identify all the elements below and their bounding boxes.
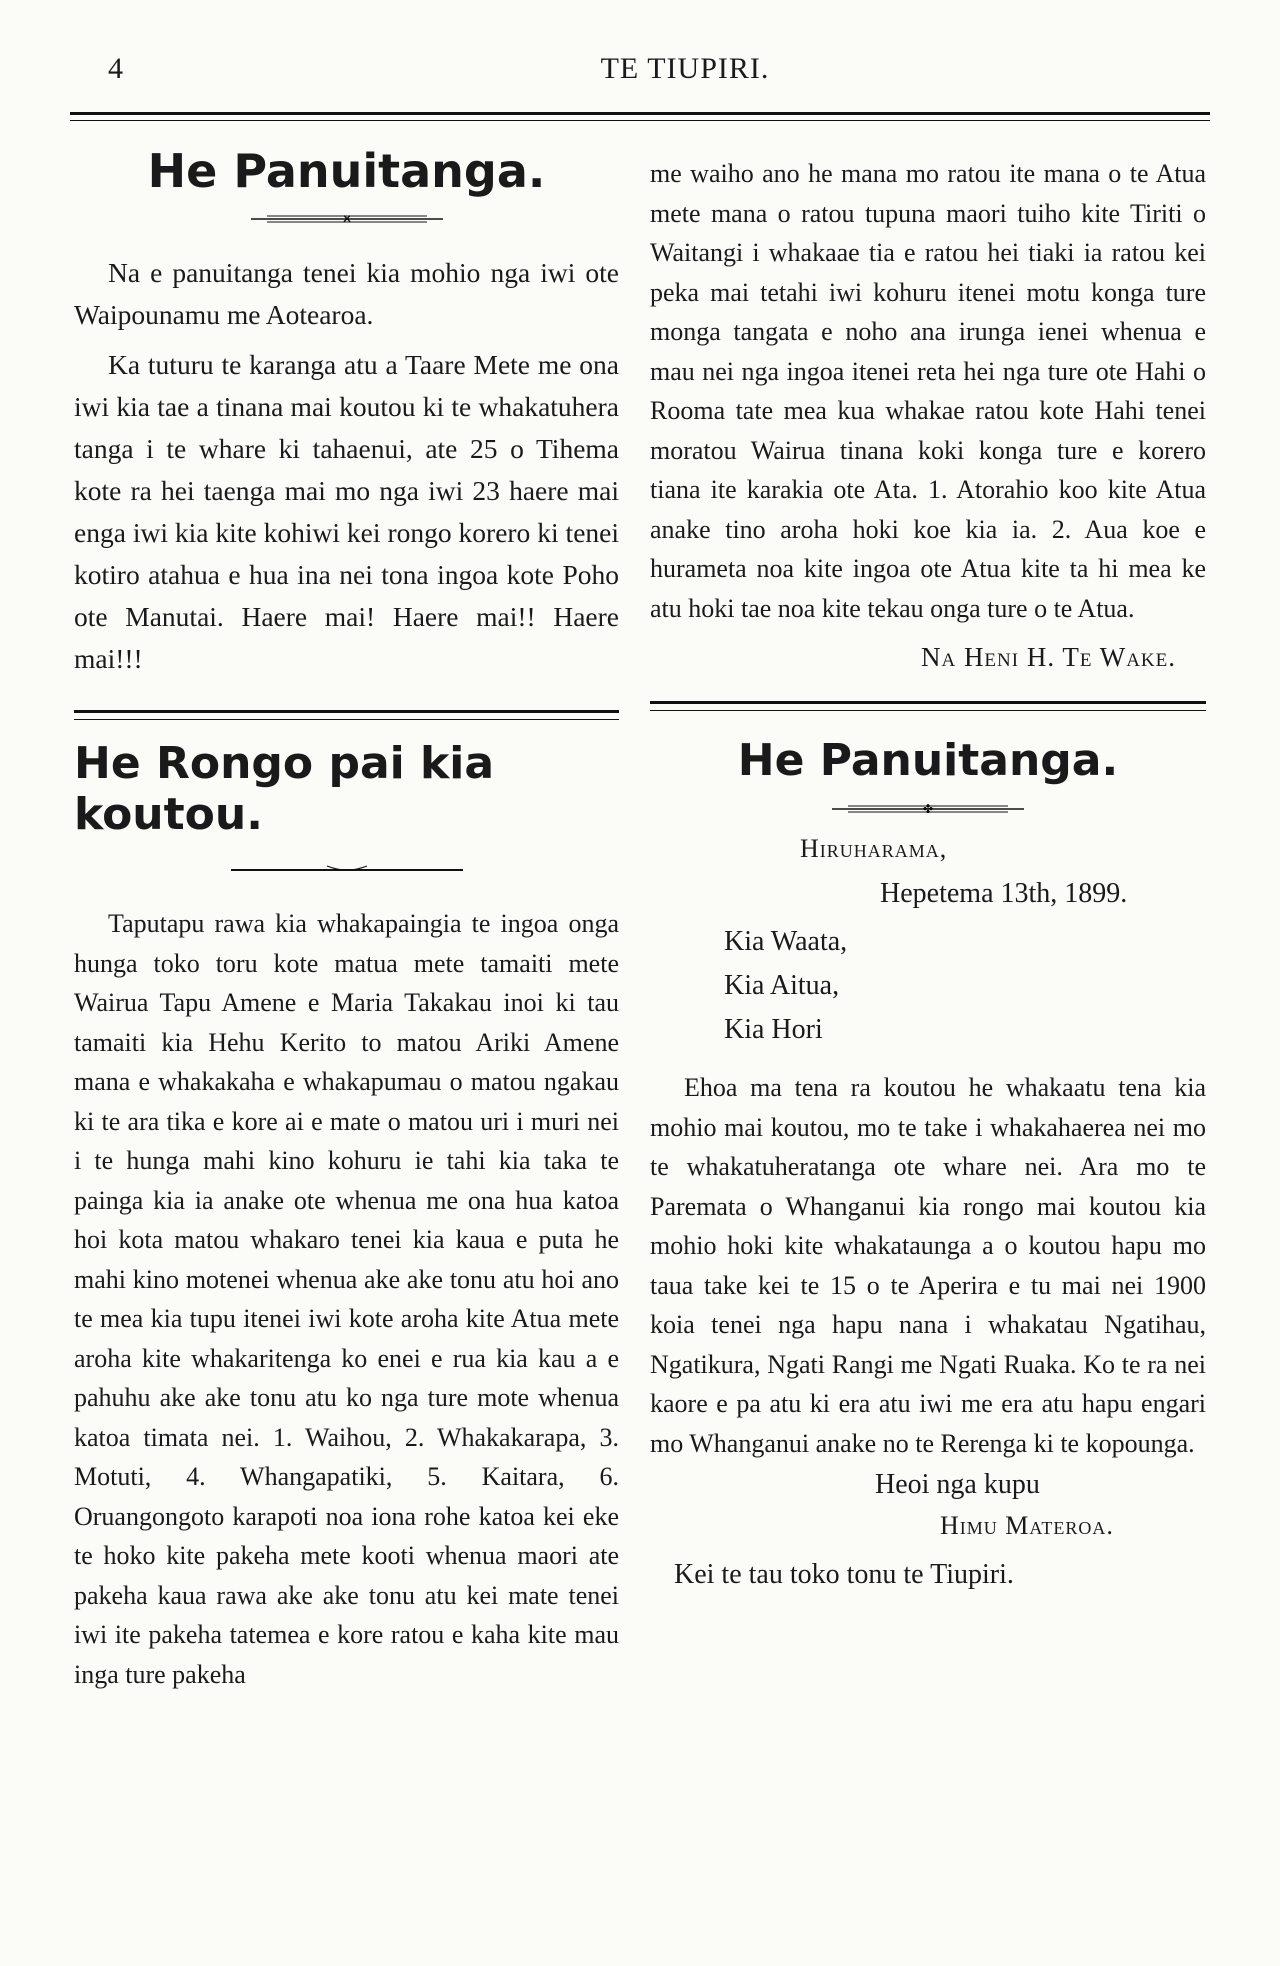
closing-line: Heoi nga kupu [875,1469,1040,1500]
page-header [70,52,1210,92]
article-title: He Rongo pai kia koutou. [74,738,495,840]
section-rule [74,710,619,720]
notice-title: He Panuitanga. [737,735,1119,786]
notice-paragraph: Ka tuturu te karanga atu a Taare Mete me ona iwi kia tae a tinana mai koutou ki te whakatuhera tanga i te whare ki tahaenui, ate 25 o Tihema kote ra hei taenga mai mo nga iwi 23 haere mai enga iwi kia kite kohiwi kei rongo korero ki tenei kotiro atahua e hua ina nei tona ingoa kote Poho ote Manutai. Haere mai! Haere mai!! Haere mai!!! [74,349,619,674]
page-number: 4 [108,52,123,85]
continued-body: me waiho ano he mana mo ratou ite mana o te Atua mete mana o ratou tupuna maori tuiho kite Tiriti o Waitangi i whakaae tia e ratou hei tiaki ia ratou kei peka mai tetahi iwi kohuru itenei motu konga ture monga tangata e noho ana irunga ienei whenua e mau nei nga ingoa itenei reta hei nga ture ote Hahi o Rooma tate mea kua whakae ratou kote Hahi tenei moratou Wairua tinana koki konga ture e korero tiana ite karakia ote Ata. 1. Atorahio koo kite Atua anake tino aroha hoki koe kia ia. 2. Aua koe e hurameta noa kite ingoa ote Atua kite ta hi mea ke atu hoki tae noa kite tekau onga ture o te Atua. [650,159,1206,623]
greeting: Kia Hori [724,1014,823,1045]
dateline-place: Hiruharama, [800,834,948,863]
svg-text:✤: ✤ [922,802,934,816]
signature: Na Heni H. Te Wake. [920,642,1176,672]
notice-body: Ehoa ma tena ra koutou he whakaatu tena kia mohio mai koutou, mo te take i whakahaerea nei mo te whakatuheratanga ote whare nei. Ara mo te Paremata o Whanganui kia rongo mai koutou kia mohio hoki kite whakataunga a o koutou hapu mo taua take kei te 15 o te Aperira e tu mai nei 1900 koia tenei nga hapu nana i whakatau Ngatihau, Ngatikura, Ngati Rangi me Ngati Ruaka. Ko te ra nei kaore e pa atu ki era atu iwi me era atu hapu engari mo Whanganui anake no te Rerenga ki te kopounga. [650,1073,1206,1458]
greeting: Kia Waata, [724,926,848,957]
article-body: Taputapu rawa kia whakapaingia te ingoa onga hunga toko toru kote matua mete tamaiti mete Wairua Tapu Amene e Maria Takakau inoi ki tau tamaiti kia Hehu Kerito to matou Ariki Amene mana e whakakaha e whakapumau o matou ngakau ki te ara tika e kore ai e mate o matou uri i muri nei i te hunga mahi kino kohuru ie tahi kia taka te painga kia ia anake ote whenua me ona hua katoa hoi kota matou whakaro tenei kia kaua e puta he mahi kino motenei whenua ake ake tonu atu hoi ano te mea kia tupu itenei iwi kote aroha kite Atua mete aroha kite whakaritenga ko enei e rua kia kau a e pahuhu ake ake tonu atu ko nga ture mote whenua katoa timata nei. 1. Waihou, 2. Whakakarapa, 3. Motuti, 4. Whangapatiki, 5. Kaitara, 6. Oruangongoto karapoti noa iona rohe katoa kei eke te hoko kite pakeha mete kooti whenua maori ate pakeha kaua rawa ake ake tonu atu kei mate tenei iwi ite pakeha tatemea e kore ratou e kaha kite mau inga ture pakeha [74,909,619,1689]
ornament-divider-icon [828,802,1028,816]
final-line: Kei te tau toko tonu te Tiupiri. [674,1559,1014,1590]
right-column [650,140,1206,1591]
dateline-date: Hepetema 13th, 1899. [880,878,1128,909]
ornament-divider-icon [227,862,467,876]
greeting-list [650,920,1206,1052]
greeting: Kia Aitua, [724,970,840,1001]
masthead-title: TE TIUPIRI. [600,52,770,85]
section-rule [650,701,1206,711]
left-column [74,140,619,1694]
signature: Himu Materoa. [940,1511,1114,1540]
svg-text:✕: ✕ [341,212,352,226]
notice-title: He Panuitanga. [147,144,546,198]
header-rule [70,112,1210,121]
notice-paragraph: Na e panuitanga tenei kia mohio nga iwi ote Waipounamu me Aotearoa. [74,257,619,330]
ornament-divider-icon [247,212,447,226]
